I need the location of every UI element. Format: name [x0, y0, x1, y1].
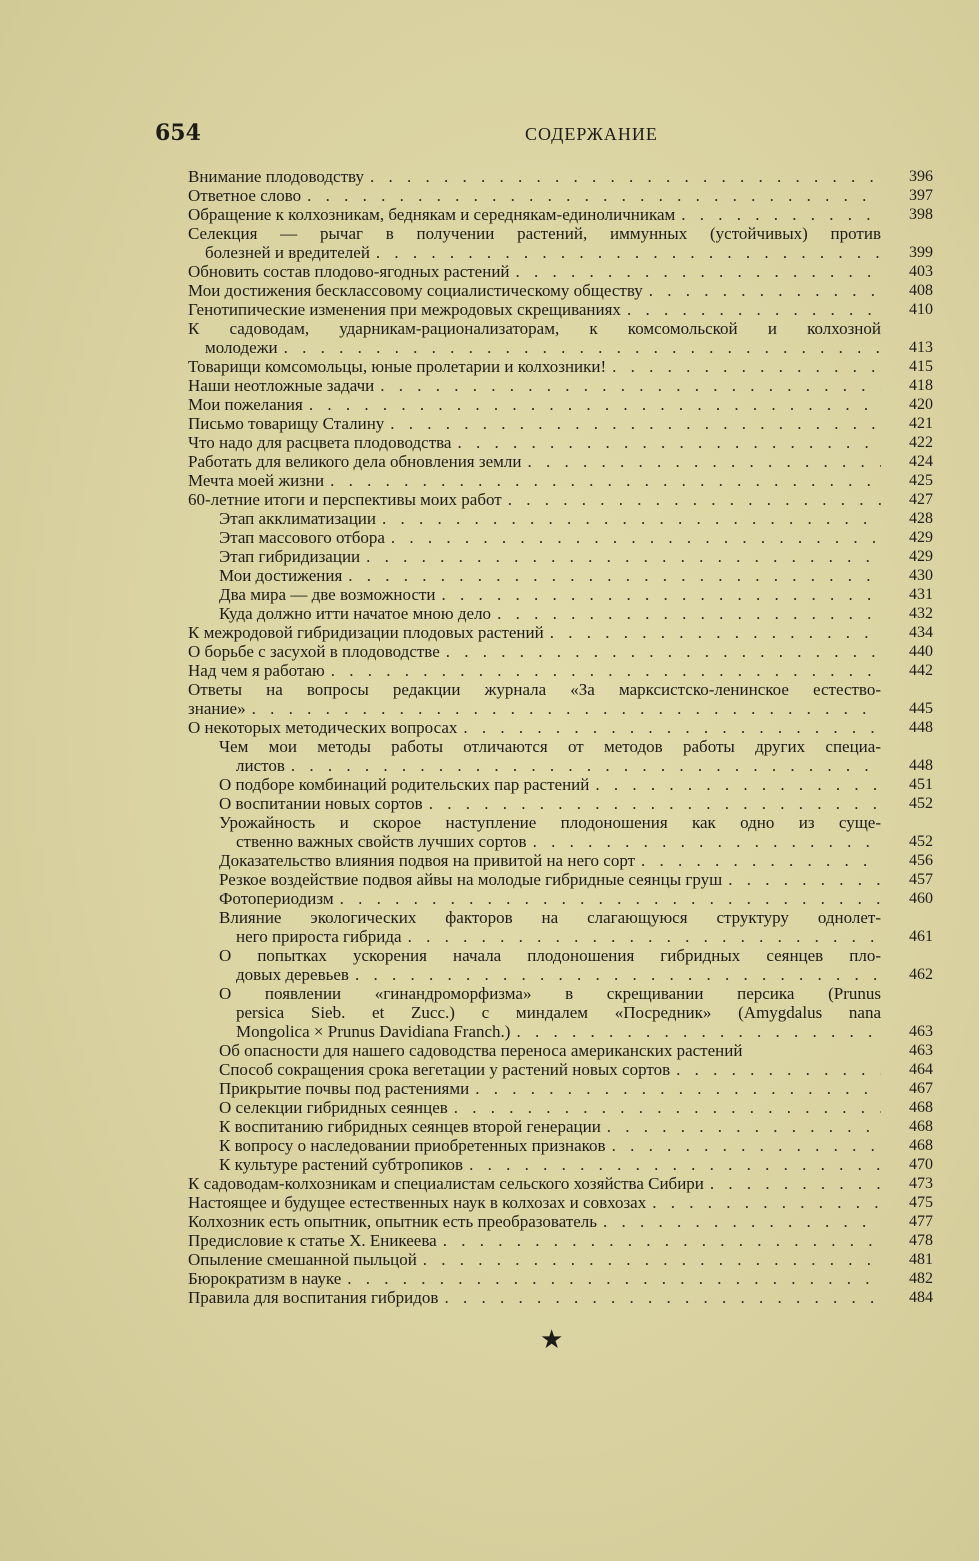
dot-leader — [380, 376, 881, 395]
toc-entry-title: Бюрократизм в науке — [188, 1269, 342, 1288]
dot-leader — [533, 832, 881, 851]
dot-leader — [728, 870, 881, 889]
toc-entry — [188, 1231, 933, 1250]
toc-entry-title-line: Чем мои методы работы отличаются от методов работы других специа- — [219, 737, 881, 756]
dot-leader — [442, 585, 881, 604]
toc-entry-page: 432 — [909, 605, 933, 622]
dot-leader — [627, 300, 881, 319]
toc-entry — [188, 642, 933, 661]
dot-leader — [612, 357, 881, 376]
toc-entry — [219, 1136, 933, 1155]
dot-leader — [252, 699, 881, 718]
dot-leader — [331, 661, 881, 680]
toc-entry — [219, 775, 933, 794]
toc-entry — [219, 566, 933, 585]
dot-leader — [382, 509, 881, 528]
toc-entry-title: Способ сокращения срока вегетации у растений новых сортов — [219, 1060, 671, 1079]
dot-leader — [390, 414, 881, 433]
toc-entry — [219, 908, 933, 946]
dot-leader — [355, 965, 881, 984]
toc-entry-title: О некоторых методических вопросах — [188, 718, 458, 737]
toc-entry — [188, 490, 933, 509]
dot-leader — [497, 604, 881, 623]
toc-entry — [219, 547, 933, 566]
toc-entry-page: 418 — [909, 377, 933, 394]
dot-leader — [370, 167, 881, 186]
dot-leader — [508, 490, 881, 509]
toc-entry-title: К межродовой гибридизации плодовых растений — [188, 623, 544, 642]
dot-leader — [457, 433, 881, 452]
toc-entry-page: 468 — [909, 1137, 933, 1154]
toc-entry — [219, 946, 933, 984]
star-ornament: ★ — [540, 1325, 564, 1355]
toc-entry-page: 445 — [909, 700, 933, 717]
toc-entry-title: Что надо для расцвета плодоводства — [188, 433, 452, 452]
toc-entry-title: О воспитании новых сортов — [219, 794, 423, 813]
toc-entry-title: Опыление смешанной пыльцой — [188, 1250, 417, 1269]
toc-entry-page: 448 — [909, 719, 933, 736]
toc-entry — [188, 661, 933, 680]
toc-entry-page: 475 — [909, 1194, 933, 1211]
toc-entry-title: Генотипические изменения при межродовых скрещиваниях — [188, 300, 621, 319]
toc-entry-title-line: О попытках ускорения начала плодоношения гибридных сеянцев пло- — [219, 946, 881, 965]
toc-entry-title: Ответное слово — [188, 186, 302, 205]
toc-entry-title: 60-летние итоги и перспективы моих работ — [188, 490, 502, 509]
toc-entry-title: болезней и вредителей — [205, 243, 370, 262]
toc-entry — [188, 1174, 933, 1193]
dot-leader — [347, 1269, 881, 1288]
toc-entry — [188, 205, 933, 224]
dot-leader — [429, 794, 881, 813]
toc-entry-page: 482 — [909, 1270, 933, 1287]
toc-entry — [188, 376, 933, 395]
toc-entry-title: знание» — [188, 699, 246, 718]
toc-entry — [188, 433, 933, 452]
toc-entry-title-line: Ответы на вопросы редакции журнала «За марксистско-ленинское естество- — [188, 680, 881, 699]
toc-entry-page: 452 — [909, 833, 933, 850]
toc-entry-page: 442 — [909, 662, 933, 679]
toc-entry-title: Наши неотложные задачи — [188, 376, 375, 395]
toc-entry-page: 413 — [909, 339, 933, 356]
toc-entry-title: К вопросу о наследовании приобретенных признаков — [219, 1136, 606, 1155]
toc-entry-page: 403 — [909, 263, 933, 280]
toc-entry-title: Мои достижения — [219, 566, 343, 585]
toc-entry-title: Колхозник есть опытник, опытник есть преобразователь — [188, 1212, 598, 1231]
dot-leader — [463, 718, 881, 737]
toc-entry-title-line: К садоводам, ударникам-рационализаторам, к комсомольской и колхозной — [188, 319, 881, 338]
toc-entry-page: 464 — [909, 1061, 933, 1078]
table-of-contents — [188, 167, 933, 1307]
toc-entry-page: 421 — [909, 415, 933, 432]
toc-entry-title: Доказательство влияния подвоя на привитой на него сорт — [219, 851, 636, 870]
dot-leader — [446, 642, 881, 661]
toc-entry — [188, 718, 933, 737]
toc-entry-title: Мои пожелания — [188, 395, 303, 414]
dot-leader — [612, 1136, 881, 1155]
toc-entry-page: 448 — [909, 757, 933, 774]
toc-entry-page: 470 — [909, 1156, 933, 1173]
toc-entry-title: Работать для великого дела обновления земли — [188, 452, 522, 471]
toc-entry — [188, 300, 933, 319]
toc-entry-title: К воспитанию гибридных сеянцев второй генерации — [219, 1117, 601, 1136]
toc-entry-page: 484 — [909, 1289, 933, 1306]
toc-entry — [188, 680, 933, 718]
toc-entry-title: Mongolica × Prunus Davidiana Franch.) — [236, 1022, 511, 1041]
toc-entry-page: 451 — [909, 776, 933, 793]
dot-leader — [391, 528, 881, 547]
toc-entry — [219, 737, 933, 775]
dot-leader — [454, 1098, 881, 1117]
toc-entry-title: Два мира — две возможности — [219, 585, 436, 604]
toc-entry-title: листов — [236, 756, 285, 775]
page-number: 654 — [155, 120, 201, 146]
toc-entry — [188, 414, 933, 433]
toc-entry-title: К культуре растений субтропиков — [219, 1155, 464, 1174]
dot-leader — [443, 1231, 881, 1250]
toc-entry-page: 473 — [909, 1175, 933, 1192]
dot-leader — [330, 471, 881, 490]
dot-leader — [291, 756, 881, 775]
dot-leader — [376, 243, 881, 262]
toc-entry — [219, 1079, 933, 1098]
toc-entry — [219, 889, 933, 908]
dot-leader — [475, 1079, 881, 1098]
dot-leader — [366, 547, 881, 566]
dot-leader — [469, 1155, 881, 1174]
toc-entry-title: Правила для воспитания гибридов — [188, 1288, 439, 1307]
toc-entry-page: 427 — [909, 491, 933, 508]
dot-leader — [603, 1212, 881, 1231]
toc-entry — [219, 1098, 933, 1117]
toc-entry-title-line: О появлении «гинандроморфизма» в скрещивании персика (Prunus — [219, 984, 881, 1003]
dot-leader — [641, 851, 881, 870]
toc-entry-page: 428 — [909, 510, 933, 527]
toc-entry-page: 397 — [909, 187, 933, 204]
toc-entry-page: 456 — [909, 852, 933, 869]
toc-entry — [219, 813, 933, 851]
toc-entry — [188, 262, 933, 281]
toc-entry-page: 429 — [909, 548, 933, 565]
toc-entry-page: 478 — [909, 1232, 933, 1249]
dot-leader — [649, 281, 881, 300]
toc-entry-title: Предисловие к статье X. Еникеева — [188, 1231, 437, 1250]
dot-leader — [444, 1288, 881, 1307]
dot-leader — [676, 1060, 881, 1079]
toc-entry-page: 467 — [909, 1080, 933, 1097]
toc-entry — [188, 167, 933, 186]
dot-leader — [681, 205, 881, 224]
toc-entry-page: 452 — [909, 795, 933, 812]
toc-entry-title-line: Влияние экологических факторов на слагающуюся структуру однолет- — [219, 908, 881, 927]
toc-entry — [219, 604, 933, 623]
page-header — [155, 120, 935, 150]
dot-leader — [652, 1193, 881, 1212]
toc-entry-page: 430 — [909, 567, 933, 584]
running-head: СОДЕРЖАНИЕ — [525, 124, 658, 144]
dot-leader — [607, 1117, 881, 1136]
toc-entry-title: Этап акклиматизации — [219, 509, 377, 528]
toc-entry-title: О селекции гибридных сеянцев — [219, 1098, 448, 1117]
toc-entry-title: Этап гибридизации — [219, 547, 361, 566]
toc-entry — [188, 1288, 933, 1307]
toc-entry-page: 415 — [909, 358, 933, 375]
dot-leader — [550, 623, 881, 642]
toc-entry — [188, 1193, 933, 1212]
toc-entry-page: 462 — [909, 966, 933, 983]
toc-entry — [188, 452, 933, 471]
toc-entry-title: довых деревьев — [236, 965, 349, 984]
toc-entry-title: Об опасности для нашего садоводства переноса американских растений — [219, 1041, 743, 1060]
toc-entry-page: 463 — [909, 1042, 933, 1059]
toc-entry-page: 434 — [909, 624, 933, 641]
toc-entry — [219, 870, 933, 889]
toc-entry — [188, 623, 933, 642]
toc-entry-title-line: Урожайность и скорое наступление плодоношения как одно из суще- — [219, 813, 881, 832]
dot-leader — [307, 186, 881, 205]
dot-leader — [527, 452, 881, 471]
toc-entry-title: Прикрытие почвы под растениями — [219, 1079, 470, 1098]
dot-leader — [340, 889, 881, 908]
toc-entry — [188, 357, 933, 376]
dot-leader — [423, 1250, 881, 1269]
toc-entry-page: 429 — [909, 529, 933, 546]
toc-entry — [188, 186, 933, 205]
dot-leader — [309, 395, 881, 414]
toc-entry-title: О борьбе с засухой в плодоводстве — [188, 642, 440, 661]
toc-entry-title: молодежи — [205, 338, 278, 357]
toc-entry — [219, 1155, 933, 1174]
toc-entry-page: 461 — [909, 928, 933, 945]
toc-entry-title: Обновить состав плодово-ягодных растений — [188, 262, 510, 281]
toc-entry-page: 425 — [909, 472, 933, 489]
toc-entry-title: О подборе комбинаций родительских пар растений — [219, 775, 590, 794]
toc-entry-title: него прироста гибрида — [236, 927, 402, 946]
toc-entry — [188, 1250, 933, 1269]
toc-entry-title: ственно важных свойств лучших сортов — [236, 832, 527, 851]
toc-entry — [188, 224, 933, 262]
dot-leader — [348, 566, 881, 585]
toc-entry-page: 477 — [909, 1213, 933, 1230]
toc-entry-title: Куда должно итти начатое мною дело — [219, 604, 492, 623]
toc-entry-title: Товарищи комсомольцы, юные пролетарии и колхозники! — [188, 357, 607, 376]
dot-leader — [516, 1022, 881, 1041]
toc-entry-title-line: persica Sieb. et Zucc.) с миндалем «Посредник» (Amygdalus nana — [236, 1003, 881, 1022]
toc-entry-page: 440 — [909, 643, 933, 660]
toc-entry-page: 431 — [909, 586, 933, 603]
toc-entry-title: Настоящее и будущее естественных наук в колхозах и совхозах — [188, 1193, 647, 1212]
toc-entry-title: Фотопериодизм — [219, 889, 334, 908]
toc-entry — [219, 1060, 933, 1079]
toc-entry-title: Мечта моей жизни — [188, 471, 325, 490]
toc-entry — [188, 471, 933, 490]
toc-entry — [219, 585, 933, 604]
toc-entry-page: 410 — [909, 301, 933, 318]
toc-entry — [219, 851, 933, 870]
toc-entry — [219, 528, 933, 547]
dot-leader — [595, 775, 881, 794]
toc-entry-title: Обращение к колхозникам, беднякам и середнякам-единоличникам — [188, 205, 676, 224]
toc-entry — [219, 794, 933, 813]
toc-entry — [188, 1269, 933, 1288]
toc-entry-page: 463 — [909, 1023, 933, 1040]
dot-leader — [284, 338, 881, 357]
toc-entry-page: 399 — [909, 244, 933, 261]
toc-entry-title: Мои достижения бесклассовому социалистическому обществу — [188, 281, 643, 300]
toc-entry-page: 424 — [909, 453, 933, 470]
toc-entry-page: 422 — [909, 434, 933, 451]
toc-entry-title: К садоводам-колхозникам и специалистам сельского хозяйства Сибири — [188, 1174, 704, 1193]
toc-entry-title: Над чем я работаю — [188, 661, 325, 680]
toc-entry — [188, 395, 933, 414]
toc-entry — [188, 281, 933, 300]
toc-entry-page: 481 — [909, 1251, 933, 1268]
toc-entry-title: Резкое воздействие подвоя айвы на молодые гибридные сеянцы груш — [219, 870, 723, 889]
toc-entry — [219, 509, 933, 528]
toc-entry-page: 460 — [909, 890, 933, 907]
toc-entry-page: 408 — [909, 282, 933, 299]
toc-entry-page: 457 — [909, 871, 933, 888]
dot-leader — [516, 262, 881, 281]
toc-entry-page: 468 — [909, 1118, 933, 1135]
toc-entry-page: 398 — [909, 206, 933, 223]
toc-entry-page: 468 — [909, 1099, 933, 1116]
dot-leader — [710, 1174, 881, 1193]
dot-leader — [408, 927, 881, 946]
toc-entry-title: Внимание плодоводству — [188, 167, 364, 186]
toc-entry — [188, 319, 933, 357]
toc-entry-page: 420 — [909, 396, 933, 413]
toc-entry-title: Этап массового отбора — [219, 528, 385, 547]
toc-entry — [219, 1117, 933, 1136]
toc-entry-page: 396 — [909, 168, 933, 185]
toc-entry-title-line: Селекция — рычаг в получении растений, иммунных (устойчивых) против — [188, 224, 881, 243]
toc-entry-title: Письмо товарищу Сталину — [188, 414, 385, 433]
toc-entry — [219, 1041, 933, 1060]
toc-entry — [219, 984, 933, 1041]
toc-entry — [188, 1212, 933, 1231]
